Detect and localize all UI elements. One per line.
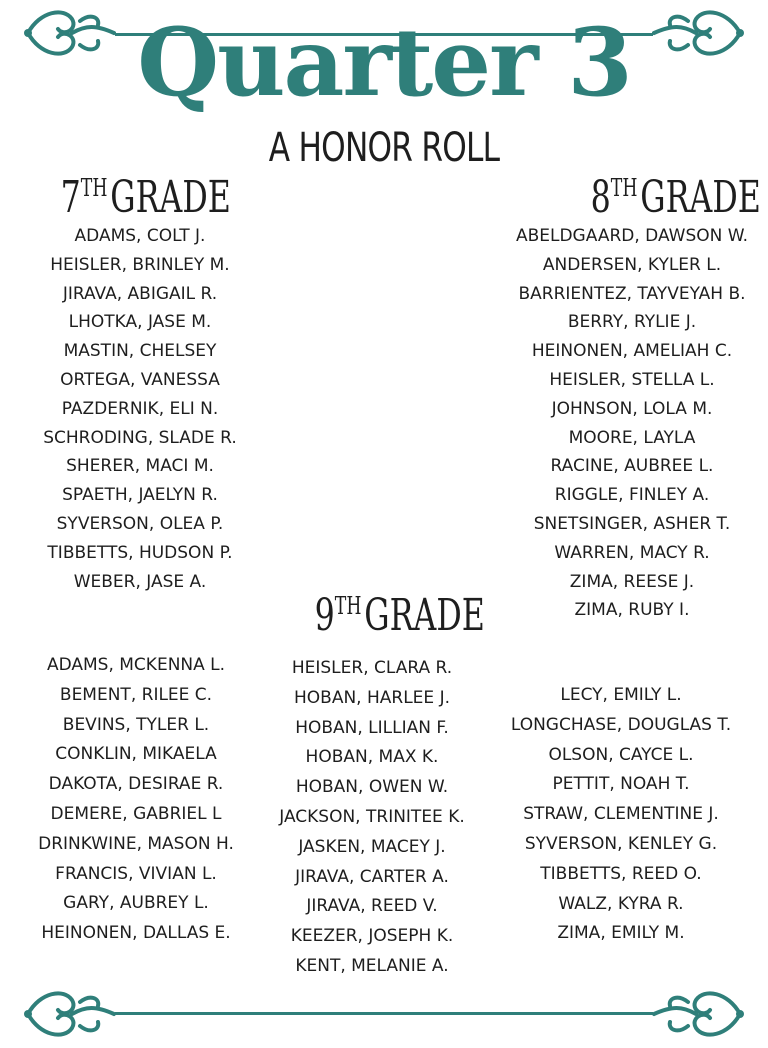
grade-7-heading	[60, 172, 231, 223]
student-name: ANDERSEN, KYLER L.	[542, 254, 722, 275]
student-name: ZIMA, RUBY I.	[574, 600, 690, 621]
student-name: HOBAN, OWEN W.	[295, 777, 449, 798]
bottom-divider-line	[115, 1012, 653, 1015]
student-name: MASTIN, CHELSEY	[63, 341, 217, 362]
student-name: SYVERSON, KENLEY G.	[524, 833, 718, 854]
student-name: JIRAVA, REED V.	[306, 896, 438, 917]
student-name: MOORE, LAYLA	[568, 427, 696, 448]
student-name: SHERER, MACI M.	[66, 456, 214, 477]
student-name: SNETSINGER, ASHER T.	[533, 513, 731, 534]
grade-9-number: 9	[314, 590, 335, 641]
grade-9-suffix: TH	[334, 592, 362, 620]
student-name: BEVINS, TYLER L.	[62, 714, 210, 735]
student-name: JIRAVA, ABIGAIL R.	[62, 283, 218, 304]
student-name: HEINONEN, DALLAS E.	[41, 923, 231, 944]
student-name: RIGGLE, FINLEY A.	[554, 485, 710, 506]
student-name: LONGCHASE, DOUGLAS T.	[510, 714, 732, 735]
student-name: BARRIENTEZ, TAYVEYAH B.	[518, 283, 746, 304]
student-name: TIBBETTS, HUDSON P.	[47, 542, 233, 563]
student-name: DEMERE, GABRIEL L	[50, 803, 222, 824]
student-name: KEEZER, JOSEPH K.	[290, 926, 454, 947]
student-name: PAZDERNIK, ELI N.	[61, 398, 219, 419]
student-name: STRAW, CLEMENTINE J.	[523, 804, 719, 825]
student-name: GARY, AUBREY L.	[63, 893, 209, 914]
student-name: BEMENT, RILEE C.	[59, 684, 213, 705]
student-name: ADAMS, MCKENNA L.	[46, 655, 226, 675]
student-name: DRINKWINE, MASON H.	[38, 833, 234, 854]
student-name: BERRY, RYLIE J.	[567, 312, 697, 333]
grade-7-label: GRADE	[110, 172, 231, 223]
student-name: KENT, MELANIE A.	[295, 955, 449, 976]
student-name: CONKLIN, MIKAELA	[55, 744, 217, 765]
student-name: TIBBETTS, REED O.	[540, 863, 702, 884]
flourish-icon	[652, 984, 748, 1044]
page-subtitle: A HONOR ROLL	[268, 125, 500, 171]
grade-9-label: GRADE	[364, 590, 485, 641]
student-name: HOBAN, MAX K.	[305, 747, 439, 768]
student-name: PETTIT, NOAH T.	[552, 774, 690, 795]
grade-7-number: 7	[60, 172, 81, 223]
student-name: HEISLER, STELLA L.	[549, 369, 715, 390]
student-name: HEISLER, CLARA R.	[291, 658, 453, 678]
student-name: FRANCIS, VIVIAN L.	[55, 863, 217, 884]
student-name: JASKEN, MACEY J.	[298, 836, 446, 857]
grade-9-name-list-middle	[264, 654, 480, 982]
student-name: HOBAN, LILLIAN F.	[295, 717, 449, 738]
student-name: JIRAVA, CARTER A.	[295, 866, 449, 887]
grade-7-name-list	[20, 222, 260, 596]
grade-7-suffix: TH	[80, 174, 108, 202]
student-name: SPAETH, JAELYN R.	[62, 485, 218, 506]
grade-9-name-list-left	[18, 651, 254, 949]
student-name: ORTEGA, VANESSA	[60, 369, 220, 390]
student-name: RACINE, AUBREE L.	[550, 456, 714, 477]
student-name: WALZ, KYRA R.	[558, 893, 684, 914]
student-name: JACKSON, TRINITEE K.	[279, 806, 465, 827]
student-name: WARREN, MACY R.	[554, 542, 710, 563]
student-name: HEISLER, BRINLEY M.	[50, 254, 230, 275]
grade-9-heading	[314, 590, 485, 641]
student-name: SCHRODING, SLADE R.	[43, 427, 237, 448]
student-name: ZIMA, EMILY M.	[557, 923, 685, 944]
student-name: ADAMS, COLT J.	[74, 226, 206, 246]
grade-8-number: 8	[590, 172, 611, 223]
grade-8-name-list	[498, 222, 766, 625]
student-name: ZIMA, REESE J.	[569, 571, 695, 592]
student-name: HEINONEN, AMELIAH C.	[531, 341, 733, 362]
grade-8-suffix: TH	[610, 174, 638, 202]
student-name: LHOTKA, JASE M.	[68, 312, 212, 333]
grade-8-label: GRADE	[640, 172, 761, 223]
student-name: OLSON, CAYCE L.	[548, 744, 694, 765]
page-title: Quarter 3	[137, 8, 631, 118]
student-name: WEBER, JASE A.	[73, 571, 207, 592]
student-name: HOBAN, HARLEE J.	[294, 687, 450, 708]
student-name: DAKOTA, DESIRAE R.	[48, 774, 224, 795]
student-name: SYVERSON, OLEA P.	[56, 513, 224, 534]
grade-8-heading	[590, 172, 761, 223]
grade-9-name-list-right	[494, 681, 748, 949]
flourish-icon	[20, 984, 116, 1044]
student-name: ABELDGAARD, DAWSON W.	[515, 226, 749, 246]
student-name: JOHNSON, LOLA M.	[551, 398, 713, 419]
student-name: LECY, EMILY L.	[560, 685, 682, 705]
